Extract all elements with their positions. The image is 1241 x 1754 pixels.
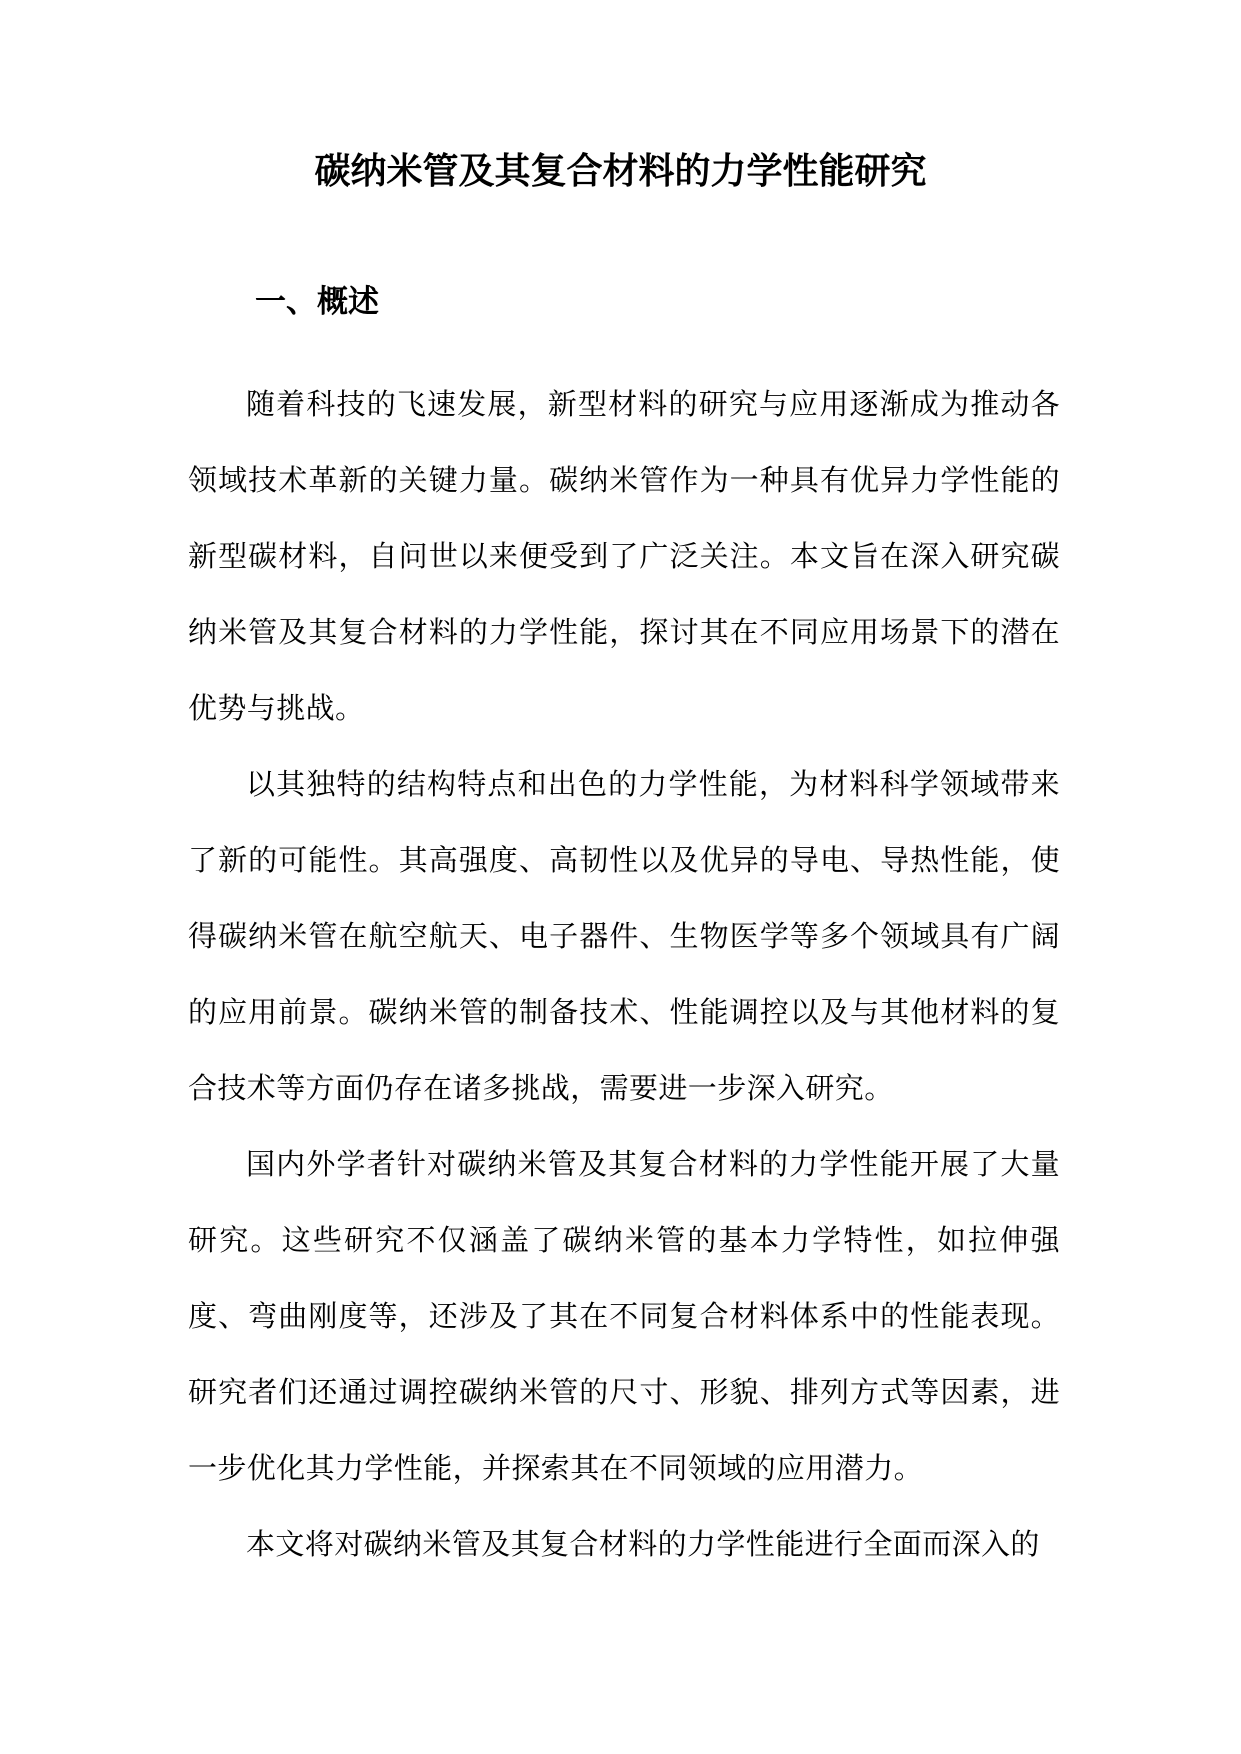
paragraph: 国内外学者针对碳纳米管及其复合材料的力学性能开展了大量研究。这些研究不仅涵盖了碳纳米管的基本力学特性，如拉伸强度、弯曲刚度等，还涉及了其在不同复合材料体系中的性能表现。研究者们还通过调控碳纳米管的尺寸、形貌、排列方式等因素，进一步优化其力学性能，并探索其在不同领域的应用潜力。 (188, 1147, 1060, 1485)
paragraph: 随着科技的飞速发展，新型材料的研究与应用逐渐成为推动各领域技术革新的关键力量。碳纳米管作为一种具有优异力学性能的新型碳材料，自问世以来便受到了广泛关注。本文旨在深入研究碳纳米管及其复合材料的力学性能，探讨其在不同应用场景下的潜在优势与挑战。 (188, 387, 1060, 725)
document-title: 碳纳米管及其复合材料的力学性能研究 (314, 151, 927, 192)
body-text (188, 366, 1060, 1582)
section-heading-overview: 一、概述 (255, 284, 379, 320)
paragraph: 以其独特的结构特点和出色的力学性能，为材料科学领域带来了新的可能性。其高强度、高韧性以及优异的导电、导热性能，使得碳纳米管在航空航天、电子器件、生物医学等多个领域具有广阔的应用前景。碳纳米管的制备技术、性能调控以及与其他材料的复合技术等方面仍存在诸多挑战，需要进一步深入研究。 (188, 767, 1060, 1105)
paragraph: 本文将对碳纳米管及其复合材料的力学性能进行全面而深入的 (246, 1527, 1040, 1561)
